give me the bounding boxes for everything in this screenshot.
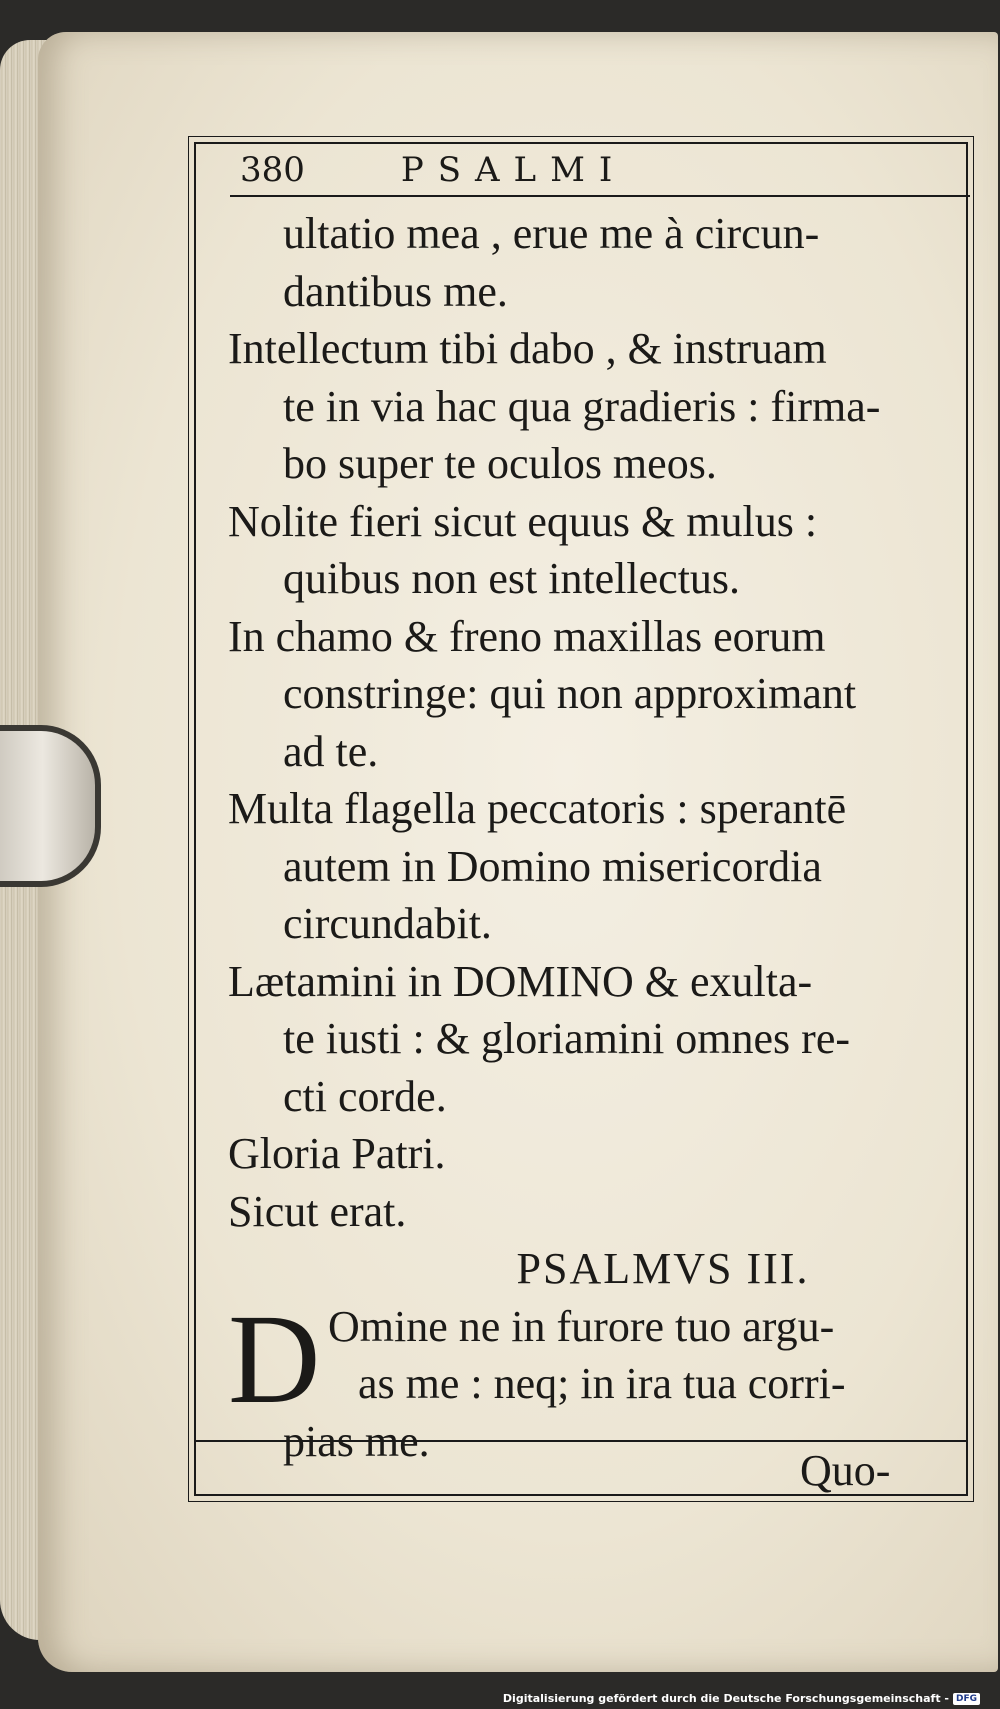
text-line: Omine ne in furore tuo argu-	[328, 1301, 835, 1351]
text-line: Intellectum tibi dabo , & instruam	[228, 324, 827, 373]
running-title: PSALMI	[400, 150, 627, 190]
text-line: constringe: qui non approximant	[283, 669, 857, 718]
text-line: bo super te oculos meos.	[283, 439, 717, 488]
psalm-text-block	[228, 205, 948, 1470]
text-line: circundabit.	[283, 899, 492, 948]
text-line: te in via hac qua gradieris : firma-	[283, 381, 881, 431]
text-line: In chamo & freno maxillas eorum	[228, 611, 826, 661]
text-line: dantibus me.	[283, 266, 508, 316]
text-line: Lætamini in DOMINO & exulta-	[228, 956, 813, 1006]
text-line: Nolite fieri sicut equus & mulus :	[228, 496, 818, 546]
text-line: cti corde.	[283, 1071, 447, 1121]
dfg-logo-icon: DFG	[953, 1693, 980, 1705]
text-line: pias me.	[283, 1416, 430, 1466]
psalm-heading: PSALMVS III.	[516, 1244, 810, 1293]
page-number: 380	[240, 150, 305, 190]
text-line: Multa flagella peccatoris : sperantē	[228, 784, 847, 833]
header-rule	[230, 195, 970, 197]
text-line: Gloria Patri.	[228, 1129, 446, 1178]
text-line: Sicut erat.	[228, 1186, 407, 1236]
text-line: te iusti : & gloriamini omnes re-	[283, 1014, 851, 1063]
credit-text: Digitalisierung gefördert durch die Deutsche Forschungsgemeinschaft -	[502, 1692, 949, 1705]
running-head	[240, 150, 840, 190]
digitization-credit	[503, 1692, 980, 1705]
drop-cap: D	[228, 1287, 321, 1430]
text-line: autem in Domino misericordia	[283, 841, 822, 891]
text-line: quibus non est intellectus.	[283, 554, 741, 603]
text-line: as me : neq; in ira tua corri-	[358, 1359, 846, 1408]
text-line: ad te.	[283, 726, 379, 776]
book-clasp	[0, 725, 101, 887]
text-line: ultatio mea , erue me à circun-	[283, 209, 820, 258]
catchword: Quo-	[800, 1446, 891, 1495]
